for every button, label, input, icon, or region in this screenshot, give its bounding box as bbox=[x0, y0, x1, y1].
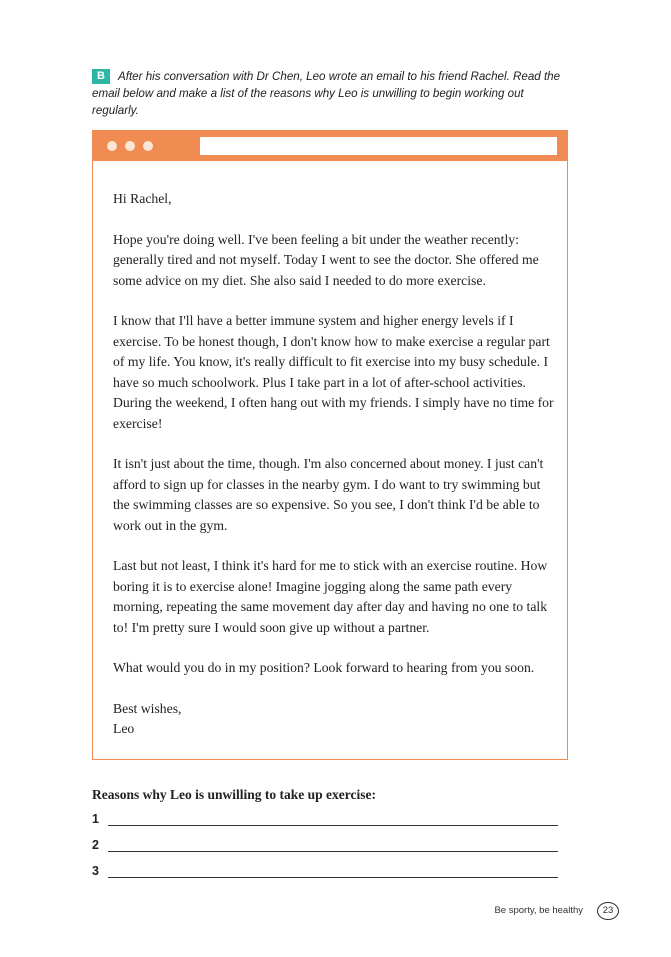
email-paragraph: I know that I'll have a better immune system and higher energy levels if I exercise. To be honest though, I don't know how to make exercise a regular part of my life. You know, it's really difficult to fit exercise into my busy schedule. I have so much schoolwork. Plus I take part in a lot of after-school activities. During the weekend, I often hang out with my friends. I simply have no time for exercise! bbox=[113, 313, 554, 431]
answer-blank[interactable] bbox=[108, 851, 558, 852]
answer-blank[interactable] bbox=[108, 877, 558, 878]
task-instructions bbox=[92, 68, 562, 119]
answer-blank[interactable] bbox=[108, 825, 558, 826]
page-footer bbox=[494, 902, 619, 920]
address-bar bbox=[200, 137, 557, 155]
window-dot-icon bbox=[125, 141, 135, 151]
answer-line-3[interactable] bbox=[92, 864, 558, 880]
answer-number: 3 bbox=[92, 864, 99, 878]
email-signature: Leo bbox=[113, 721, 135, 736]
footer-title: Be sporty, be healthy bbox=[494, 905, 583, 916]
instruction-text: After his conversation with Dr Chen, Leo wrote an email to his friend Rachel. Read the email below and make a list of the reasons why Leo is unwilling to begin working out regularly. bbox=[92, 70, 561, 117]
section-badge: B bbox=[92, 69, 110, 84]
email-window bbox=[92, 130, 568, 760]
window-dot-icon bbox=[143, 141, 153, 151]
email-closing bbox=[113, 699, 557, 740]
answer-number: 2 bbox=[92, 838, 99, 852]
email-title-bar bbox=[93, 131, 567, 161]
answer-number: 1 bbox=[92, 812, 99, 826]
reasons-heading: Reasons why Leo is unwilling to take up exercise: bbox=[92, 787, 377, 802]
email-closing-line: Best wishes, bbox=[113, 700, 182, 716]
window-dot-icon bbox=[107, 141, 117, 151]
email-greeting: Hi Rachel, bbox=[113, 191, 172, 206]
email-paragraph: It isn't just about the time, though. I'm also concerned about money. I just can't afford to sign up for classes in the nearby gym. I do want to try swimming but the swimming classes are so expensive. So you see, I don't think I'd be able to work out in the gym. bbox=[113, 456, 544, 533]
page-number: 23 bbox=[597, 902, 619, 920]
email-paragraph: What would you do in my position? Look forward to hearing from you soon. bbox=[113, 660, 535, 675]
email-paragraph: Hope you're doing well. I've been feeling a bit under the weather recently: generally tired and not myself. Today I went to see the doctor. She offered me some advice on my diet. She also said I needed to do more exercise. bbox=[113, 231, 539, 288]
answer-line-1[interactable] bbox=[92, 812, 558, 828]
answer-line-2[interactable] bbox=[92, 838, 558, 854]
email-paragraph: Last but not least, I think it's hard for me to stick with an exercise routine. How boring it is to exercise alone! Imagine jogging along the same path every morning, repeating the same movement day after day and having no one to talk to! I'm pretty sure I would soon give up without a partner. bbox=[113, 558, 548, 635]
email-body bbox=[113, 189, 557, 740]
